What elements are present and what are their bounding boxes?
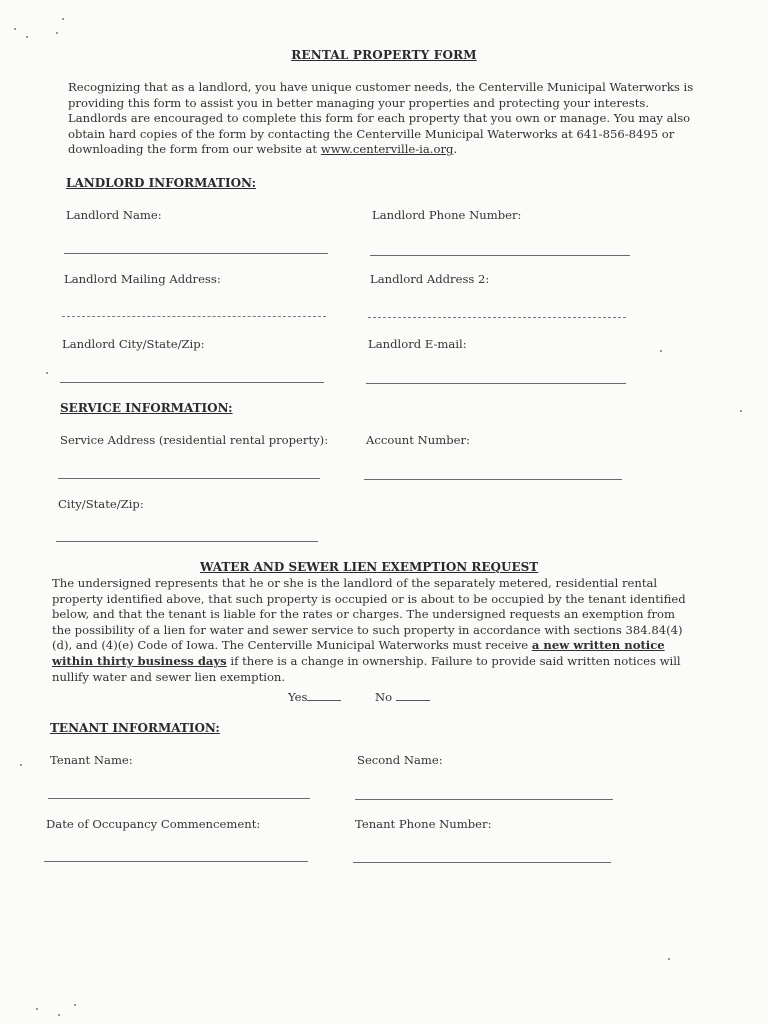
lien-body: The undersigned represents that he or she is the landlord of the separately metered, residential rental property identified above, that such property is occupied or is about to be occupied by the tenant identified below, and that the tenant is liable for the rates or charges. The undersigned requests an exemption from the possibility of a lien for water and sewer service to such property in accordance with sections 384.84(4)(d), and (4)(e) Code of Iowa. The Centerville Municipal Waterworks must receive <box>52 576 686 653</box>
tenant-phone-field[interactable] <box>353 862 611 863</box>
scan-speck <box>62 18 64 20</box>
lien-paragraph <box>52 576 692 685</box>
landlord-city-field[interactable] <box>60 382 324 383</box>
service-heading: SERVICE INFORMATION: <box>60 401 233 415</box>
tenant-heading: TENANT INFORMATION: <box>50 721 220 735</box>
landlord-heading: LANDLORD INFORMATION: <box>66 176 257 190</box>
landlord-email-label: Landlord E-mail: <box>368 337 467 351</box>
lien-heading: WATER AND SEWER LIEN EXEMPTION REQUEST <box>200 560 539 574</box>
account-number-label: Account Number: <box>366 433 470 447</box>
landlord-address2-field[interactable] <box>368 317 626 318</box>
scan-speck <box>56 32 58 34</box>
tenant-name-field[interactable] <box>48 798 310 799</box>
landlord-address2-label: Landlord Address 2: <box>370 272 490 286</box>
second-name-field[interactable] <box>355 799 613 800</box>
scan-speck <box>46 372 48 374</box>
tenant-phone-label: Tenant Phone Number: <box>355 817 492 831</box>
landlord-mailing-label: Landlord Mailing Address: <box>64 272 221 286</box>
scan-speck <box>668 958 670 960</box>
account-number-field[interactable] <box>364 479 622 480</box>
scan-speck <box>20 764 22 766</box>
intro-end: . <box>453 142 458 157</box>
landlord-name-label: Landlord Name: <box>66 208 162 222</box>
no-blank[interactable] <box>396 690 430 701</box>
no-label: No <box>375 690 393 704</box>
intro-text: Recognizing that as a landlord, you have unique customer needs, the Centerville Municipal Waterworks is providing this form to assist you in better managing your properties and protecting your interests. Landlords are encouraged to complete this form for each property that you own or manage. You may also obtain hard copies of the form by contacting the Centerville Municipal Waterworks at 641-856-8495 or downloading the form from our website at <box>68 80 694 157</box>
yes-option <box>288 690 341 704</box>
scan-speck <box>26 36 28 38</box>
landlord-phone-field[interactable] <box>370 255 630 256</box>
scan-speck <box>36 1008 38 1010</box>
service-address-field[interactable] <box>58 478 320 479</box>
occupancy-date-label: Date of Occupancy Commencement: <box>46 817 261 831</box>
intro-paragraph <box>68 80 698 158</box>
scan-speck <box>14 28 16 30</box>
website-link[interactable]: www.centerville-ia.org <box>320 142 454 157</box>
second-name-label: Second Name: <box>357 753 443 767</box>
landlord-city-label: Landlord City/State/Zip: <box>62 337 205 351</box>
landlord-email-field[interactable] <box>366 383 626 384</box>
scan-speck <box>660 350 662 352</box>
lien-notice: a new written notice within thirty business days <box>52 638 665 668</box>
scan-speck <box>74 1004 76 1006</box>
landlord-name-field[interactable] <box>64 253 328 254</box>
service-address-label: Service Address (residential rental property): <box>60 433 329 447</box>
yes-label: Yes <box>288 690 308 704</box>
scan-speck <box>740 410 742 412</box>
yes-blank[interactable] <box>307 690 341 701</box>
occupancy-date-field[interactable] <box>44 861 308 862</box>
scan-speck <box>58 1014 60 1016</box>
landlord-mailing-field[interactable] <box>62 316 326 317</box>
lien-body-end: if there is a change in ownership. Failure to provide said written notices will nullify water and sewer lien exemption. <box>52 653 681 684</box>
landlord-phone-label: Landlord Phone Number: <box>372 208 522 222</box>
form-title: RENTAL PROPERTY FORM <box>291 48 477 62</box>
service-city-label: City/State/Zip: <box>58 497 144 511</box>
no-option <box>375 690 430 704</box>
tenant-name-label: Tenant Name: <box>50 753 133 767</box>
service-city-field[interactable] <box>56 541 318 542</box>
